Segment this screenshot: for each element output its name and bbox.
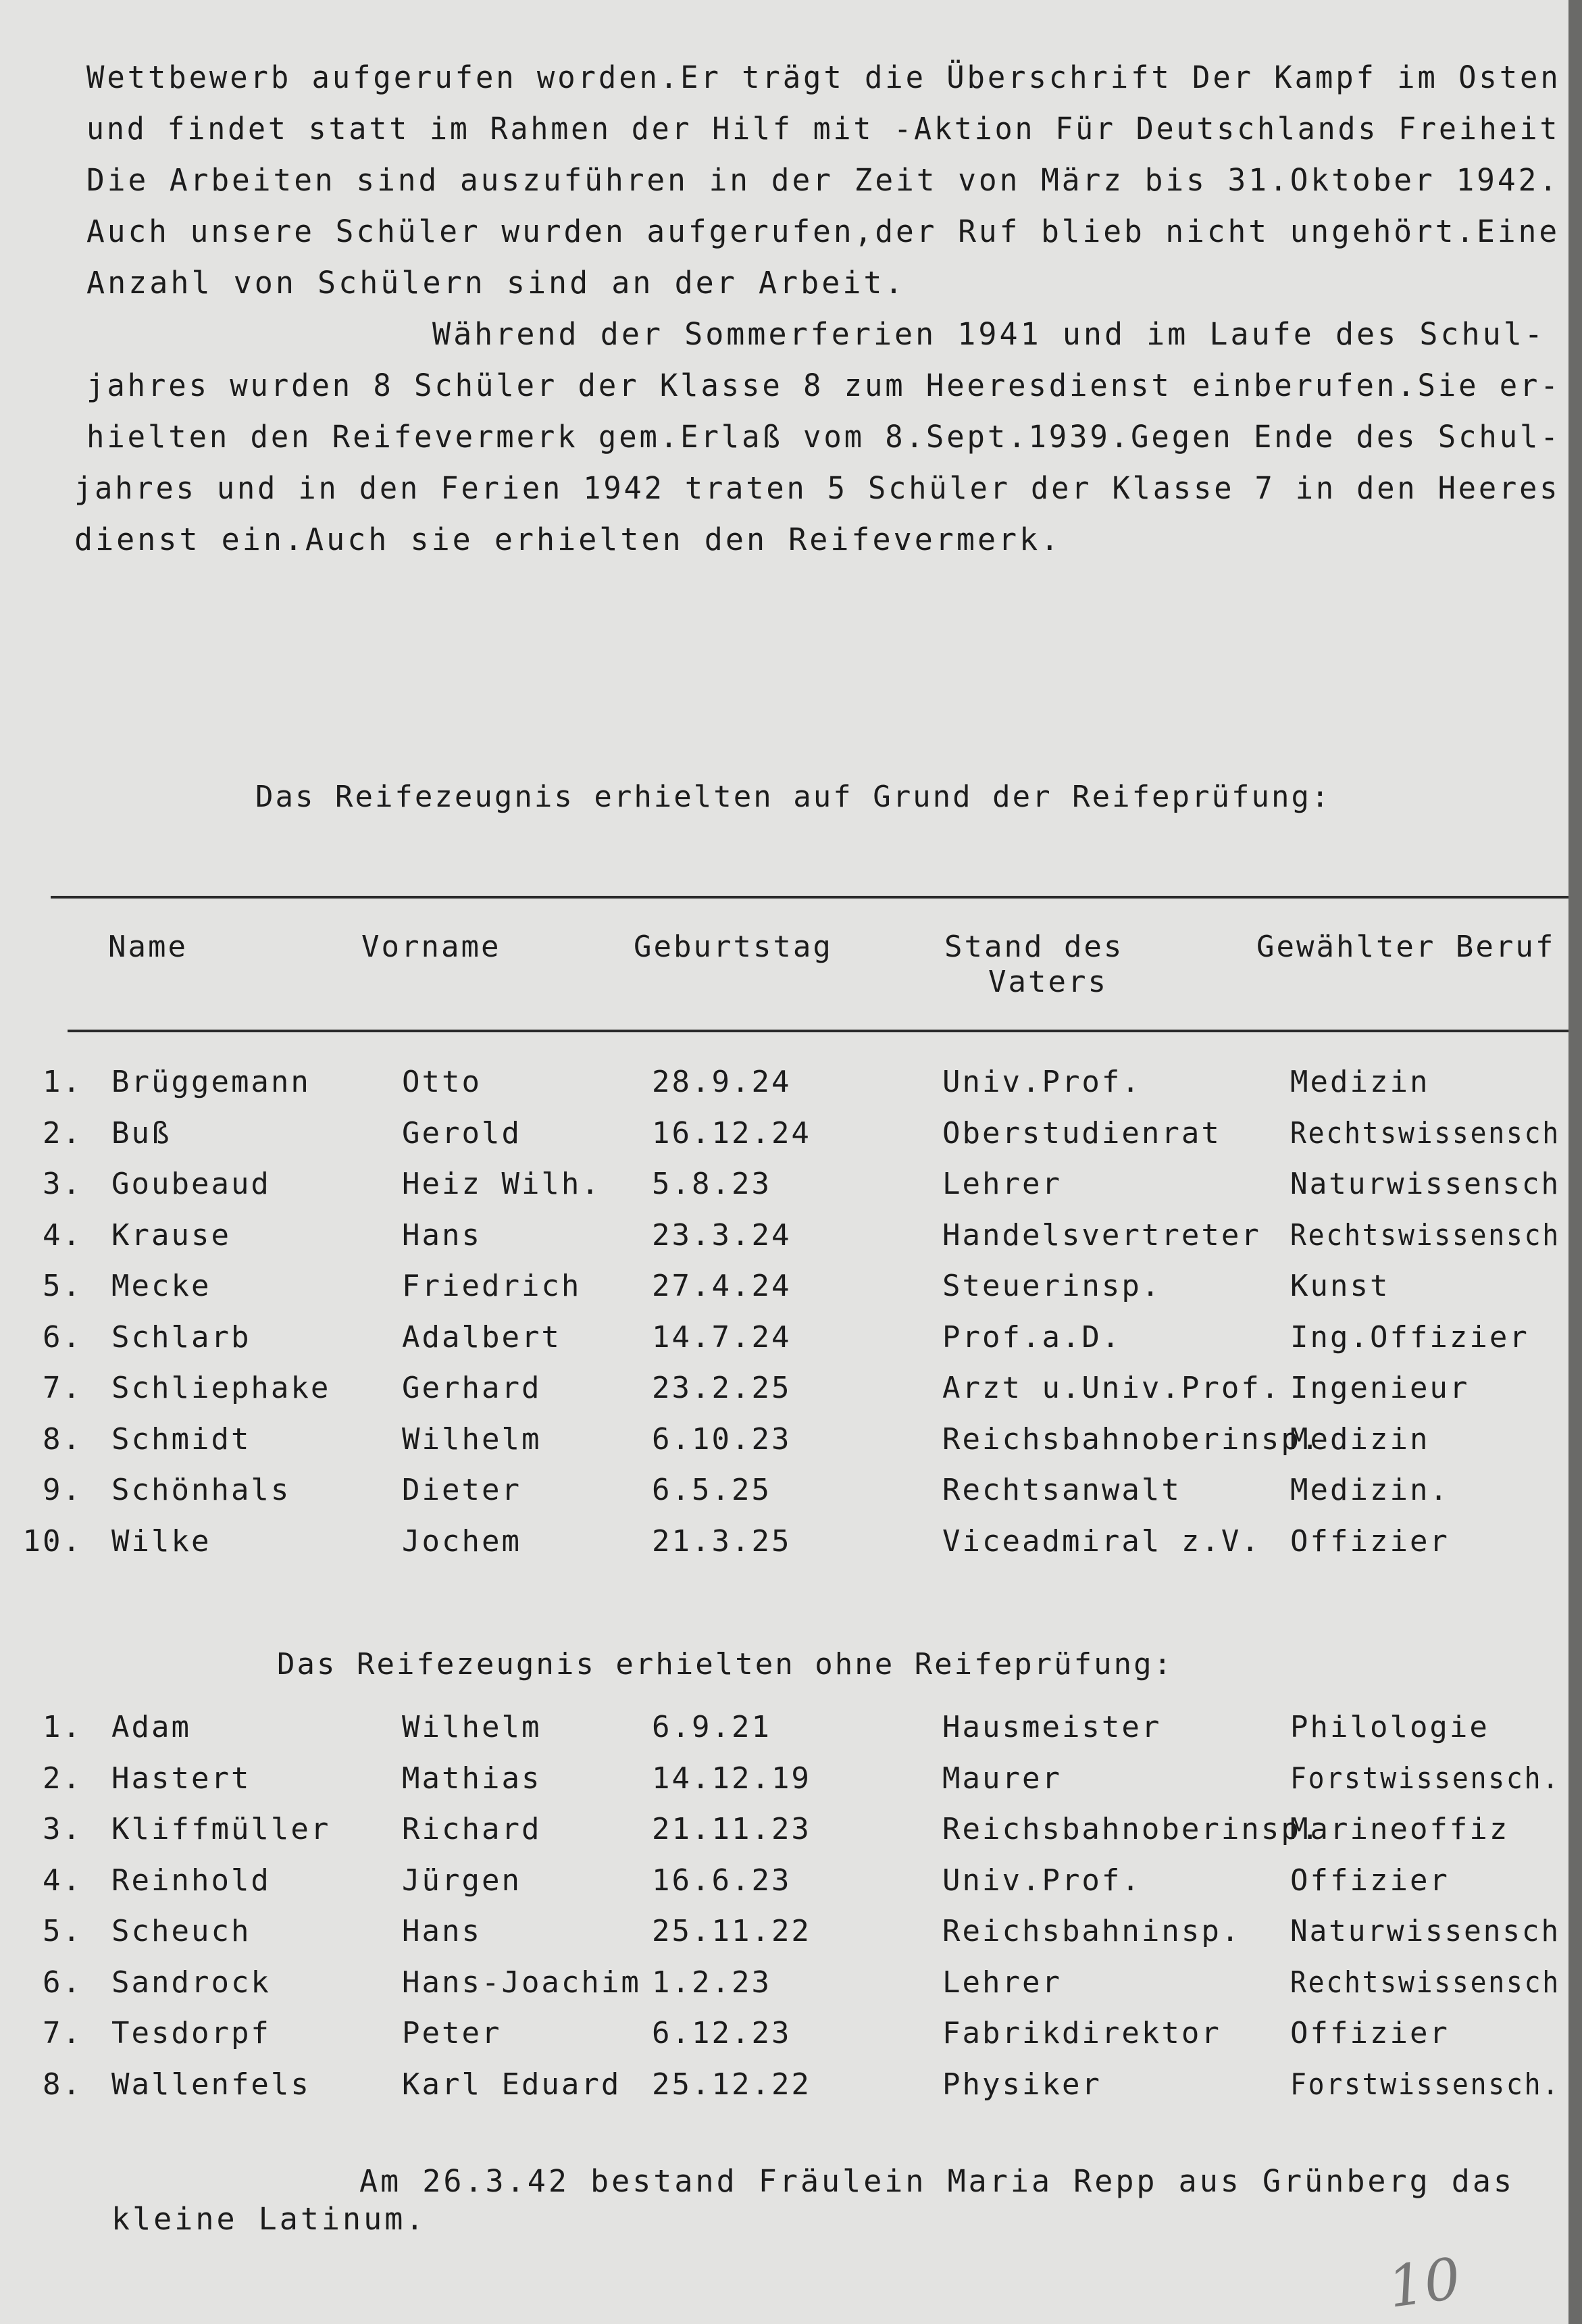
cell-geburtstag: 14.7.24 [652, 1319, 792, 1355]
cell-beruf: Medizin [1290, 1065, 1430, 1099]
cell-beruf: Offizier [1290, 2016, 1450, 2050]
cell-number: 8. [43, 2067, 82, 2102]
cell-beruf: Rechtswissensch [1290, 1115, 1560, 1151]
cell-number: 7. [43, 1371, 82, 1405]
cell-geburtstag: 23.2.25 [652, 1371, 792, 1405]
cell-vorname: Hans-Joachim [402, 1965, 641, 2000]
column-header-beruf: Gewählter Beruf [1256, 930, 1556, 964]
cell-number: 6. [43, 1965, 82, 2000]
cell-number: 4. [43, 1863, 82, 1898]
cell-beruf: Medizin [1290, 1421, 1430, 1457]
cell-name: Sandrock [111, 1965, 271, 2000]
column-header-vorname: Vorname [361, 930, 501, 964]
cell-vorname: Jürgen [402, 1863, 521, 1898]
cell-vorname: Otto [402, 1065, 482, 1099]
cell-stand: Arzt u.Univ.Prof. [942, 1371, 1281, 1405]
cell-geburtstag: 28.9.24 [652, 1065, 792, 1099]
cell-vorname: Mathias [402, 1761, 542, 1796]
section-heading-with-exam: Das Reifezeugnis erhielten auf Grund der Reifeprüfung: [255, 780, 1331, 814]
cell-stand: Lehrer [942, 1965, 1062, 2000]
paragraph-line: hielten den Reifevermerk gem.Erlaß vom 8.Sept.1939.Gegen Ende des Schul- [86, 419, 1561, 455]
cell-beruf: Ing.Offizier [1290, 1319, 1529, 1355]
cell-stand: Hausmeister [942, 1710, 1162, 1744]
paragraph-line: dienst ein.Auch sie erhielten den Reifevermerk. [74, 522, 1062, 557]
closing-line: Am 26.3.42 bestand Fräulein Maria Repp aus Grünberg das [359, 2163, 1515, 2199]
cell-stand: Handelsvertreter [942, 1217, 1261, 1253]
closing-line: kleine Latinum. [111, 2201, 427, 2237]
cell-geburtstag: 25.11.22 [652, 1914, 811, 1948]
cell-beruf: Forstwissensch. [1290, 1761, 1560, 1796]
cell-beruf: Marineoffiz [1290, 1812, 1510, 1846]
cell-name: Schlarb [111, 1319, 251, 1355]
cell-vorname: Jochem [402, 1523, 521, 1559]
paragraph-line: Die Arbeiten sind auszuführen in der Zeit von März bis 31.Oktober 1942. [86, 162, 1560, 198]
cell-geburtstag: 1.2.23 [652, 1965, 771, 2000]
column-header-stand: Vaters [988, 965, 1108, 999]
paragraph-line: Anzahl von Schülern sind an der Arbeit. [86, 265, 906, 301]
cell-stand: Reichsbahninsp. [942, 1914, 1242, 1948]
cell-geburtstag: 6.5.25 [652, 1473, 771, 1507]
cell-vorname: Heiz Wilh. [402, 1167, 601, 1201]
cell-beruf: Offizier [1290, 1863, 1450, 1898]
cell-stand: Lehrer [942, 1167, 1062, 1201]
cell-name: Schmidt [111, 1421, 251, 1457]
cell-geburtstag: 5.8.23 [652, 1167, 771, 1201]
cell-name: Adam [111, 1710, 191, 1744]
cell-number: 10. [22, 1523, 82, 1559]
cell-beruf: Kunst [1290, 1269, 1390, 1303]
cell-beruf: Rechtswissensch [1290, 1965, 1560, 2000]
cell-vorname: Wilhelm [402, 1421, 542, 1457]
table-top-rule [51, 896, 1568, 899]
cell-geburtstag: 23.3.24 [652, 1217, 792, 1253]
cell-name: Krause [111, 1217, 231, 1253]
cell-name: Brüggemann [111, 1065, 311, 1099]
cell-number: 3. [43, 1812, 82, 1846]
cell-name: Goubeaud [111, 1167, 271, 1201]
cell-name: Wallenfels [111, 2067, 311, 2102]
cell-name: Buß [111, 1115, 172, 1151]
cell-vorname: Gerhard [402, 1371, 542, 1405]
cell-name: Reinhold [111, 1863, 271, 1898]
cell-number: 8. [43, 1421, 82, 1457]
cell-name: Schönhals [111, 1473, 291, 1507]
cell-stand: Steuerinsp. [942, 1269, 1162, 1303]
cell-geburtstag: 21.11.23 [652, 1812, 811, 1846]
cell-geburtstag: 6.12.23 [652, 2016, 792, 2050]
cell-vorname: Karl Eduard [402, 2067, 621, 2102]
cell-stand: Oberstudienrat [942, 1115, 1221, 1151]
column-header-stand: Stand des [944, 930, 1124, 964]
cell-vorname: Gerold [402, 1115, 521, 1151]
cell-vorname: Hans [402, 1217, 482, 1253]
cell-vorname: Friedrich [402, 1269, 582, 1303]
cell-vorname: Peter [402, 2016, 502, 2050]
cell-number: 9. [43, 1473, 82, 1507]
cell-number: 2. [43, 1115, 82, 1151]
cell-beruf: Forstwissensch. [1290, 2067, 1560, 2102]
cell-number: 6. [43, 1319, 82, 1355]
cell-stand: Fabrikdirektor [942, 2016, 1221, 2050]
cell-stand: Rechtsanwalt [942, 1473, 1181, 1507]
cell-beruf: Rechtswissensch [1290, 1217, 1560, 1253]
cell-geburtstag: 14.12.19 [652, 1761, 811, 1796]
cell-number: 7. [43, 2016, 82, 2050]
cell-name: Mecke [111, 1269, 211, 1303]
cell-stand: Prof.a.D. [942, 1319, 1122, 1355]
cell-beruf: Ingenieur [1290, 1371, 1470, 1405]
cell-name: Wilke [111, 1523, 211, 1559]
cell-stand: Reichsbahnoberinsp. [942, 1421, 1321, 1457]
column-header-name: Name [108, 930, 188, 964]
cell-stand: Maurer [942, 1761, 1062, 1796]
column-header-geburtstag: Geburtstag [634, 930, 833, 964]
cell-name: Tesdorpf [111, 2016, 271, 2050]
cell-geburtstag: 25.12.22 [652, 2067, 811, 2102]
table-header-rule [68, 1030, 1568, 1032]
cell-stand: Univ.Prof. [942, 1863, 1142, 1898]
cell-name: Hastert [111, 1761, 251, 1796]
cell-number: 5. [43, 1914, 82, 1948]
cell-geburtstag: 27.4.24 [652, 1269, 792, 1303]
cell-geburtstag: 6.10.23 [652, 1421, 792, 1457]
cell-stand: Viceadmiral z.V. [942, 1523, 1261, 1559]
cell-number: 1. [43, 1065, 82, 1099]
paragraph-line: Auch unsere Schüler wurden aufgerufen,der Ruf blieb nicht ungehört.Eine [86, 213, 1560, 249]
cell-geburtstag: 21.3.25 [652, 1523, 792, 1559]
cell-number: 3. [43, 1167, 82, 1201]
cell-beruf: Naturwissensch [1290, 1167, 1561, 1201]
cell-beruf: Philologie [1290, 1710, 1489, 1744]
cell-vorname: Wilhelm [402, 1710, 542, 1744]
cell-name: Scheuch [111, 1914, 251, 1948]
paragraph-line: Während der Sommerferien 1941 und im Laufe des Schul- [432, 316, 1546, 352]
paragraph-line: Wettbewerb aufgerufen worden.Er trägt die Überschrift Der Kampf im Osten [86, 59, 1561, 95]
paragraph-line: und findet statt im Rahmen der Hilf mit -Aktion Für Deutschlands Freiheit [86, 111, 1560, 147]
paragraph-line: jahres und in den Ferien 1942 traten 5 Schüler der Klasse 7 in den Heeres [74, 470, 1560, 506]
cell-vorname: Hans [402, 1914, 482, 1948]
cell-beruf: Offizier [1290, 1523, 1450, 1559]
cell-name: Kliffmüller [111, 1812, 331, 1846]
cell-beruf: Medizin. [1290, 1473, 1450, 1507]
cell-number: 5. [43, 1269, 82, 1303]
cell-stand: Univ.Prof. [942, 1065, 1142, 1099]
cell-stand: Reichsbahnoberinsp. [942, 1812, 1321, 1846]
cell-number: 2. [43, 1761, 82, 1796]
cell-number: 1. [43, 1710, 82, 1744]
section-heading-without-exam: Das Reifezeugnis erhielten ohne Reifeprüfung: [277, 1647, 1174, 1682]
page-number: 10 [1383, 2245, 1465, 2321]
cell-name: Schliephake [111, 1371, 331, 1405]
cell-stand: Physiker [942, 2067, 1102, 2102]
cell-vorname: Richard [402, 1812, 542, 1846]
paragraph-line: jahres wurden 8 Schüler der Klasse 8 zum Heeresdienst einberufen.Sie er- [86, 368, 1561, 403]
cell-vorname: Dieter [402, 1473, 521, 1507]
cell-vorname: Adalbert [402, 1319, 561, 1355]
cell-beruf: Naturwissensch [1290, 1914, 1561, 1948]
cell-geburtstag: 6.9.21 [652, 1710, 771, 1744]
cell-number: 4. [43, 1217, 82, 1253]
cell-geburtstag: 16.12.24 [652, 1115, 811, 1151]
page-edge-shadow [1568, 0, 1582, 2324]
cell-geburtstag: 16.6.23 [652, 1863, 792, 1898]
